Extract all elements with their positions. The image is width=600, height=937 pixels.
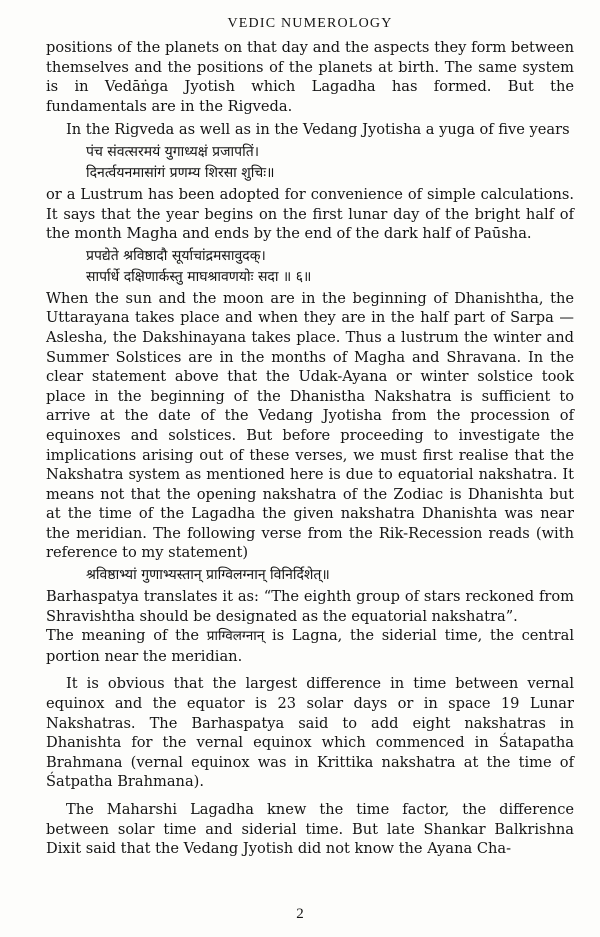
paragraph-4: When the sun and the moon are in the beginning of Dhanishtha, the Uttarayana takes place and when they are in the half part of Sarpa —Aslesha, the Dakshinayana takes place. Thus a lustrum the winter and Summer Solstices are in the months of Magha and Shravana. In the clear statement above that the Udak-Ayana or winter solstice took place in the beginning of the Dhanistha Nakshatra is sufficient to arrive at the date of the Vedang Jyotisha from the procession of equinoxes and solstices. But before proceeding to investigate the implications arising out of these verses, we must first realise that the Nakshatra system as mentioned here is due to equatorial nakshatra. It means not that the opening nakshatra of the Zodiac is Dhanishta but at the time of the Lagadha the given nakshatra Dhanishta was near the meridian. The following verse from the Rik-Recession reads (with reference to my statement)	[46, 289, 574, 562]
running-title: VEDIC NUMEROLOGY	[227, 16, 393, 31]
paragraph-7: It is obvious that the largest difference in time between vernal equinox and the equator is 23 solar days or in space 19 Lunar Nakshatras. The Barhaspatya said to add eight nakshatras in Dhanishta for the vernal equinox which commenced in Śatapatha Brahmana (vernal equinox was in Krittika nakshatra at the time of Śatpatha Brahmana).	[46, 675, 574, 791]
paragraph-6-sanskrit-term: प्राग्विलग्नान्	[206, 628, 265, 645]
paragraph-3: or a Lustrum has been adopted for convenience of simple calculations. It says that the year begins on the first lunar day of the bright half of the month Magha and ends by the end of the dark half of Paūsha.	[46, 185, 574, 243]
paragraph-6-post: is Lagna, the siderial time, the central portion near the meridian.	[46, 627, 575, 665]
paragraph-5: Barhaspatya translates it as: “The eighth group of stars reckoned from Shravishtha should be designated as the equatorial nakshatra”.	[46, 588, 574, 625]
sanskrit-verse-3	[86, 565, 574, 586]
page-number: 2	[296, 906, 304, 922]
paragraph-1: positions of the planets on that day and the aspects they form between themselves and the positions of the planets at birth. The same system is in Vedāṅga Jyotish which Lagadha has formed. But the fundamentals are in the Rigveda.	[46, 39, 574, 115]
verse-1-line-2: दिनर्त्वयनमासांगं प्रणम्य शिरसा शुचिः॥	[86, 164, 275, 181]
verse-2-line-2: सार्पार्धे दक्षिणार्कस्तु माघश्रावणयोः सदा ॥ ६॥	[86, 268, 312, 285]
paragraph-2: In the Rigveda as well as in the Vedang Jyotisha a yuga of five years	[66, 121, 570, 139]
sanskrit-verse-1	[86, 142, 574, 184]
paragraph-6-pre: The meaning of the	[46, 627, 200, 645]
verse-1-line-1: पंच संवत्सरमयं युगाध्यक्षं प्रजापतिं।	[86, 143, 260, 160]
paragraph-6	[46, 626, 574, 666]
paragraph-8: The Maharshi Lagadha knew the time factor, the difference between solar time and siderial time. But late Shankar Balkrishna Dixit said that the Vedang Jyotish did not know the Ayana Cha-	[46, 801, 574, 858]
verse-3-line-1: श्रविष्ठाभ्यां गुणाभ्यस्तान् प्राग्विलग्नान् विनिर्दिशेत्॥	[86, 567, 330, 584]
sanskrit-verse-2	[86, 246, 574, 288]
verse-2-line-1: प्रपद्येते श्रविष्ठादौ सूर्याचांद्रमसावुदक्।	[86, 247, 266, 264]
